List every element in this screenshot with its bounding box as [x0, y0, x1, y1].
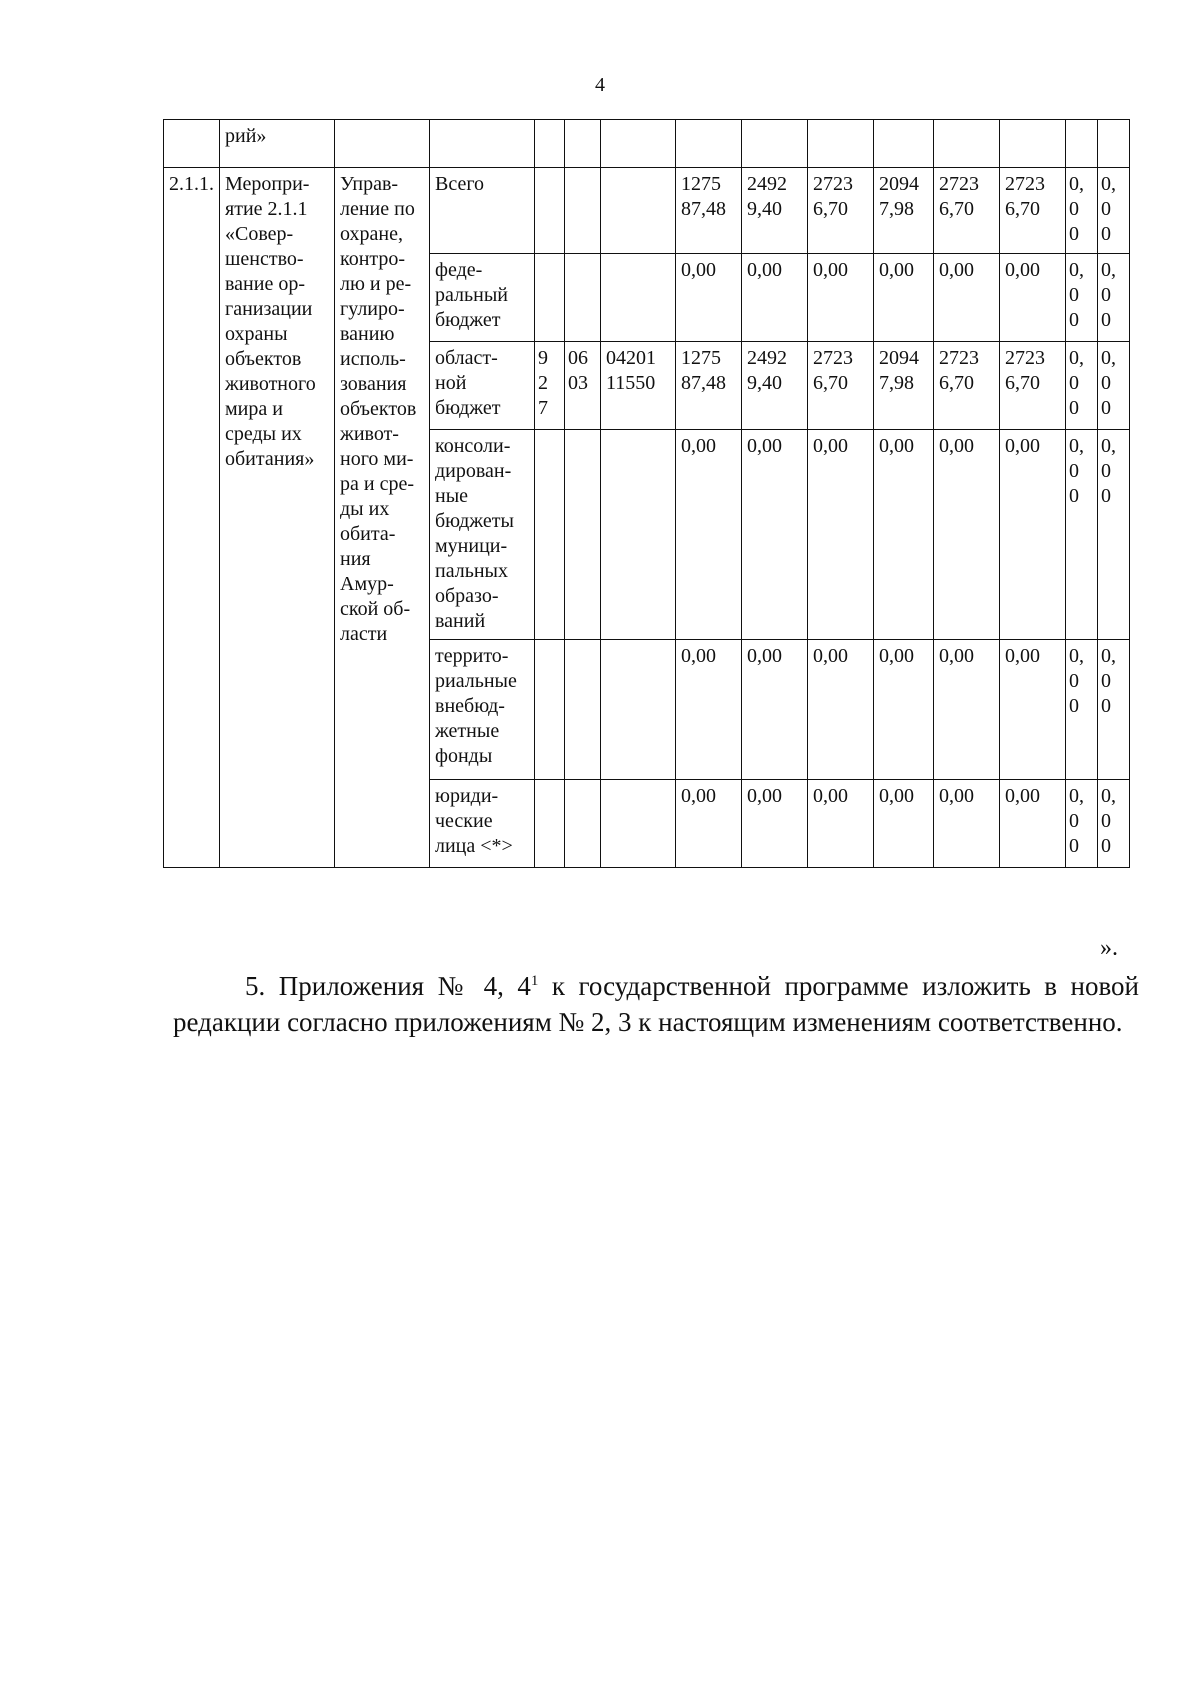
- amount-cell: 0,00: [934, 254, 1000, 342]
- amount-cell: 0, 0 0: [1098, 168, 1130, 254]
- amount-cell: 2492 9,40: [742, 342, 808, 430]
- amount-cell: 2723 6,70: [934, 342, 1000, 430]
- table-cell: [808, 120, 874, 168]
- amount-cell: 2723 6,70: [934, 168, 1000, 254]
- amount-cell: 0,00: [874, 640, 934, 780]
- rzpr-cell: [565, 168, 601, 254]
- funding-source-cell: Всего: [430, 168, 535, 254]
- table-cell: [934, 120, 1000, 168]
- amount-cell: 0, 0 0: [1098, 780, 1130, 868]
- amount-cell: 0,00: [808, 780, 874, 868]
- amount-cell: 0,00: [676, 430, 742, 640]
- amount-cell: 2094 7,98: [874, 168, 934, 254]
- table-cell: [565, 120, 601, 168]
- budget-table: [163, 119, 1130, 868]
- amount-cell: 0,00: [742, 430, 808, 640]
- grbs-cell: 9 2 7: [535, 342, 565, 430]
- grbs-cell: [535, 430, 565, 640]
- amount-cell: 0, 0 0: [1066, 430, 1098, 640]
- amount-cell: 0,00: [808, 254, 874, 342]
- amount-cell: 0, 0 0: [1098, 254, 1130, 342]
- table-cell: [676, 120, 742, 168]
- amount-cell: 0,00: [934, 640, 1000, 780]
- amount-cell: 0, 0 0: [1098, 342, 1130, 430]
- table-cell: [164, 120, 220, 168]
- table-cell: рий»: [220, 120, 335, 168]
- csr-cell: [601, 168, 676, 254]
- amount-cell: 0,00: [874, 254, 934, 342]
- superscript-one: 1: [530, 973, 539, 989]
- amount-cell: 0,00: [934, 780, 1000, 868]
- row-code-cell: 2.1.1.: [164, 168, 220, 868]
- table-cell: [1066, 120, 1098, 168]
- amount-cell: 0, 0 0: [1098, 430, 1130, 640]
- amount-cell: 2723 6,70: [1000, 168, 1066, 254]
- table-cell: [742, 120, 808, 168]
- amount-cell: 0,00: [808, 640, 874, 780]
- amount-cell: 0, 0 0: [1066, 254, 1098, 342]
- amount-cell: 0, 0 0: [1066, 168, 1098, 254]
- amount-cell: 0,00: [1000, 640, 1066, 780]
- table-cell: [535, 120, 565, 168]
- rzpr-cell: [565, 780, 601, 868]
- measure-cell: Меропри- ятие 2.1.1 «Совер- шенство- вание ор- ганизации охраны объектов животного мира и среды их обитания»: [220, 168, 335, 868]
- rzpr-cell: [565, 640, 601, 780]
- rzpr-cell: 06 03: [565, 342, 601, 430]
- amount-cell: 0,00: [676, 780, 742, 868]
- amount-cell: 2723 6,70: [1000, 342, 1066, 430]
- amount-cell: 2492 9,40: [742, 168, 808, 254]
- amount-cell: 2723 6,70: [808, 342, 874, 430]
- amount-cell: 1275 87,48: [676, 168, 742, 254]
- table-cell: [430, 120, 535, 168]
- amount-cell: 0,00: [1000, 780, 1066, 868]
- grbs-cell: [535, 780, 565, 868]
- grbs-cell: [535, 254, 565, 342]
- amount-cell: 0,00: [1000, 430, 1066, 640]
- amendment-paragraph: [173, 968, 1139, 1040]
- amount-cell: 2094 7,98: [874, 342, 934, 430]
- csr-cell: 04201 11550: [601, 342, 676, 430]
- table-cell: [601, 120, 676, 168]
- closing-quote: ».: [1100, 935, 1118, 961]
- amount-cell: 0,00: [742, 254, 808, 342]
- amount-cell: 0, 0 0: [1098, 640, 1130, 780]
- funding-source-cell: консоли- дирован- ные бюджеты муници- пальных образо- ваний: [430, 430, 535, 640]
- funding-source-cell: феде- ральный бюджет: [430, 254, 535, 342]
- grbs-cell: [535, 640, 565, 780]
- amount-cell: 0,00: [808, 430, 874, 640]
- funding-source-cell: террито- риальные внебюд- жетные фонды: [430, 640, 535, 780]
- amount-cell: 0,00: [874, 430, 934, 640]
- rzpr-cell: [565, 254, 601, 342]
- table-row: [164, 120, 1130, 168]
- amount-cell: 2723 6,70: [808, 168, 874, 254]
- csr-cell: [601, 640, 676, 780]
- amount-cell: 0,00: [676, 640, 742, 780]
- csr-cell: [601, 254, 676, 342]
- amount-cell: 0, 0 0: [1066, 780, 1098, 868]
- table-cell: [1000, 120, 1066, 168]
- csr-cell: [601, 780, 676, 868]
- amount-cell: 0,00: [934, 430, 1000, 640]
- amount-cell: 0,00: [742, 640, 808, 780]
- table-cell: [874, 120, 934, 168]
- amount-cell: 0,00: [1000, 254, 1066, 342]
- rzpr-cell: [565, 430, 601, 640]
- amount-cell: 1275 87,48: [676, 342, 742, 430]
- amount-cell: 0,00: [676, 254, 742, 342]
- amount-cell: 0, 0 0: [1066, 342, 1098, 430]
- funding-source-cell: юриди- ческие лица <*>: [430, 780, 535, 868]
- csr-cell: [601, 430, 676, 640]
- executor-cell: Управ- ление по охране, контро- лю и ре- гулиро- ванию исполь- зования объектов живот- ного ми- ра и сре- ды их обита- ния Амур- ской об- ласти: [335, 168, 430, 868]
- table-cell: [1098, 120, 1130, 168]
- page-number: 4: [595, 74, 605, 96]
- table-row: [164, 168, 1130, 254]
- funding-source-cell: област- ной бюджет: [430, 342, 535, 430]
- paragraph-text-start: 5. Приложения № 4, 4: [245, 971, 531, 1001]
- amount-cell: 0, 0 0: [1066, 640, 1098, 780]
- paragraph-text-end: к государственной программе изложить в новой редакции согласно приложениям № 2, 3 к настоящим изменениям соответственно.: [173, 971, 1139, 1037]
- amount-cell: 0,00: [742, 780, 808, 868]
- table-cell: [335, 120, 430, 168]
- amount-cell: 0,00: [874, 780, 934, 868]
- grbs-cell: [535, 168, 565, 254]
